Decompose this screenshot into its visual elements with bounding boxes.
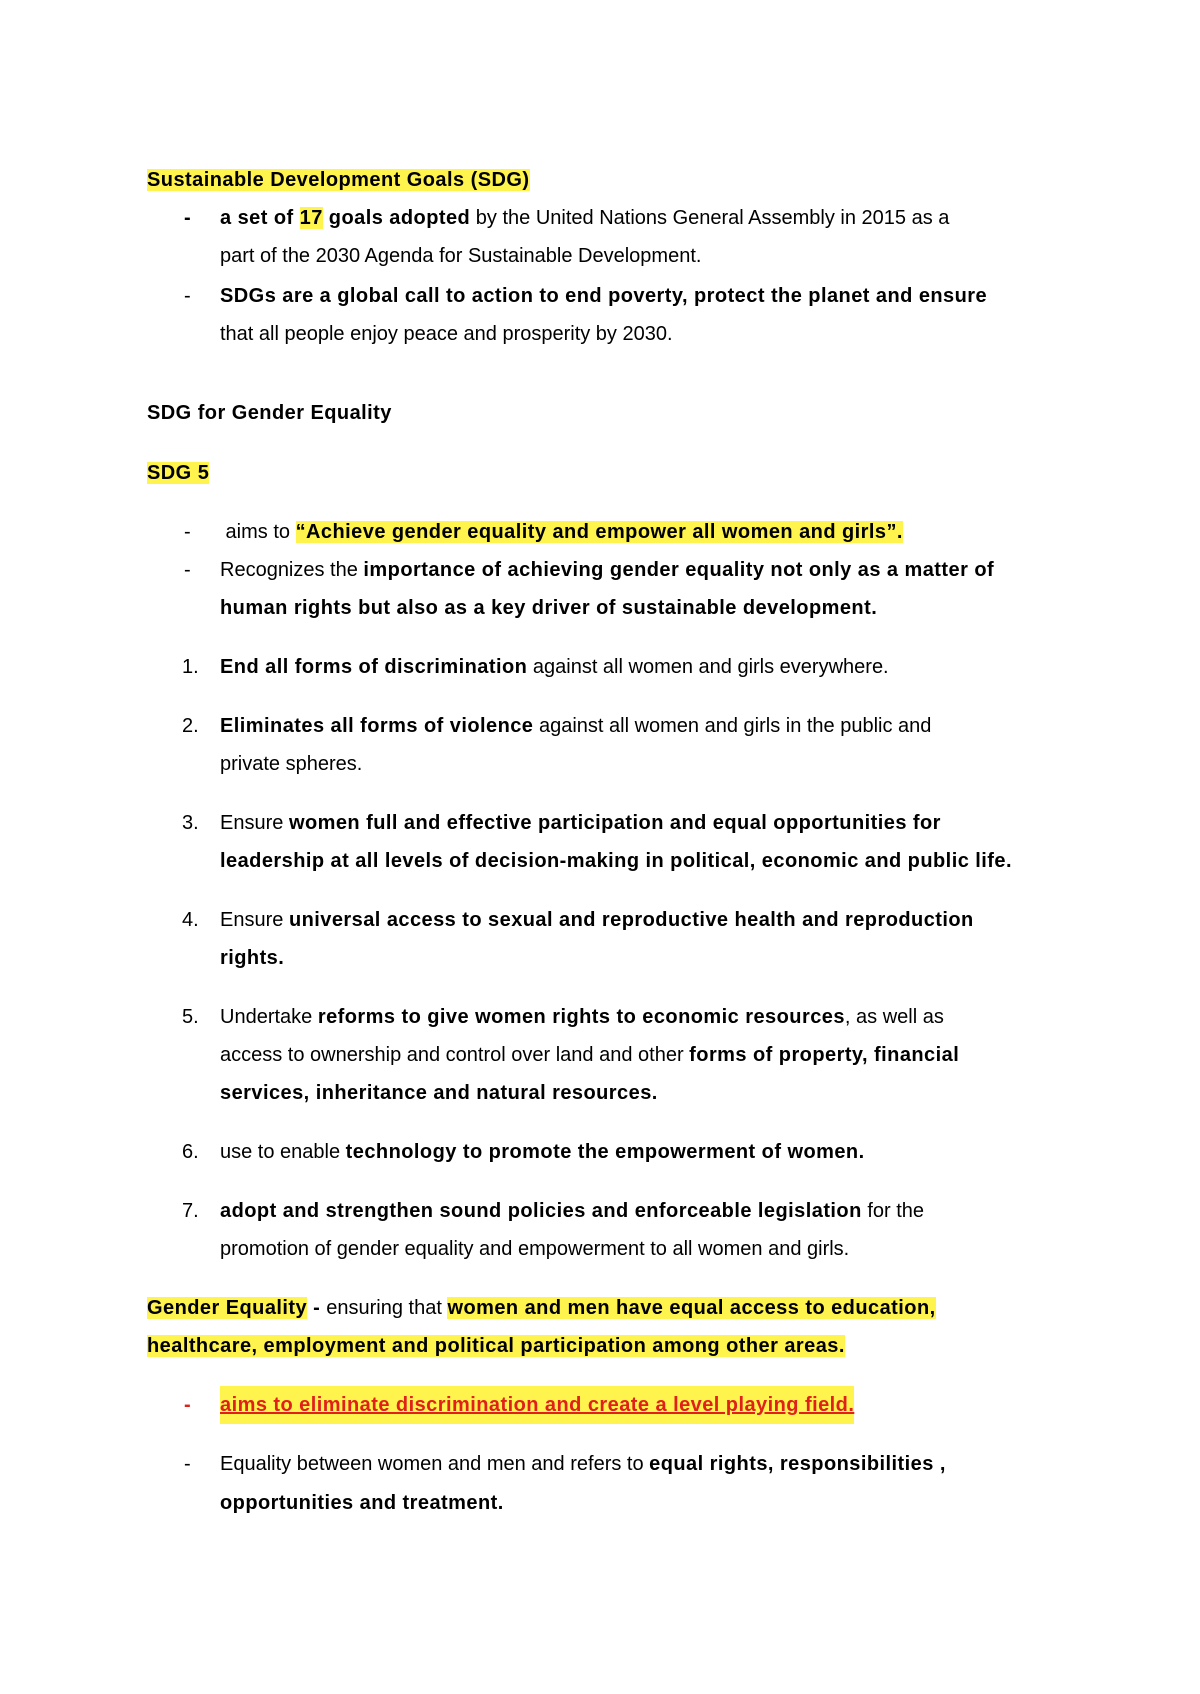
gender-equality-definition-line-2: healthcare, employment and political participation among other areas. xyxy=(147,1335,845,1357)
document-page: Sustainable Development Goals (SDG) - a set of 17 goals adopted by the United Nations General Assembly in 2015 as a part of the 2030 Agenda for Sustainable Development. - SDGs are a global call to action to end poverty, protect the planet and ensure that all people enjoy peace and prosperity by 2030. SDG for Gender Equality SDG 5 - aims to “Achieve gender equality and empower all women and girls”. - Recognizes the importance of achieving gender equality not only as a matter of human rights but also as a key driver of sustainable development. 1. End all forms of discrimination against all women and girls everywhere. 2. Eliminates all forms of violence against all women and girls in the public and private spheres. 3. Ensure women full and effective participation and equal opportunities for leadership at all levels of decision-making in political, economic and public life. 4. Ensure universal access to sexual and reproductive health and reproduction rights. 5. Undertake reforms to give women rights to economic resources, as well as access to ownership and control over land and other forms of property, financial services, inheritance and natural resources. 6. use to enable technology to promote the empowerment of women. 7. adopt and strengthen sound policies and enforceable legislation for the promotion of gender equality and empowerment to all women and girls. Gender Equality - ensuring that women and men have equal access to education, healthcare, employment and political participation among other areas. - aims to eliminate discrimination and create a level playing field. - Equality between women and men and refers to equal rights, responsibilities , opportunities and treatment. xyxy=(0,0,1200,1694)
sdg5-heading: SDG 5 xyxy=(147,462,210,484)
gender-equality-definition: Gender Equality - ensuring that women and men have equal access to education, xyxy=(147,1297,936,1319)
gender-equality-heading: SDG for Gender Equality xyxy=(147,402,392,424)
sdg-heading: Sustainable Development Goals (SDG) xyxy=(147,169,530,191)
